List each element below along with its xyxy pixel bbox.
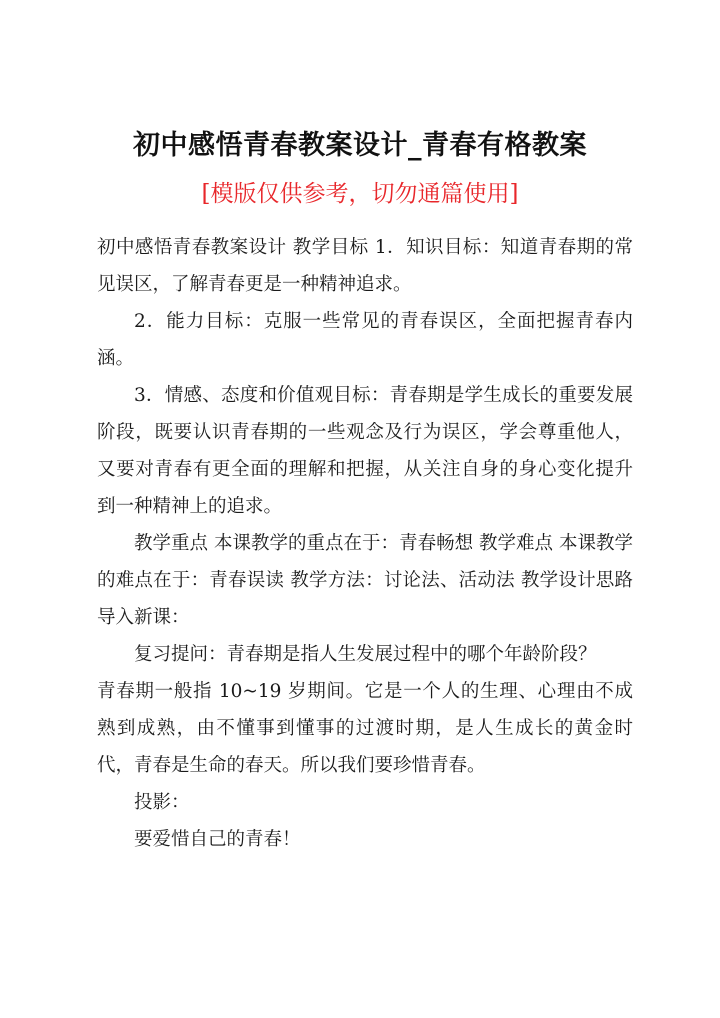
paragraph-objectives-knowledge: 初中感悟青春教案设计 教学目标 1．知识目标：知道青春期的常见误区，了解青春更是一种精神追求。 bbox=[97, 237, 633, 295]
paragraph-key-points: 教学重点 本课教学的重点在于：青春畅想 教学难点 本课教学的难点在于：青春误读 教学方法：讨论法、活动法 教学设计思路 导入新课： bbox=[97, 533, 633, 628]
paragraph-review-answer: 青春期一般指 10~19 岁期间。它是一个人的生理、心理由不成熟到成熟，由不懂事到懂事的过渡时期，是人生成长的黄金时代，青春是生命的春天。所以我们要珍惜青春。 bbox=[97, 681, 633, 776]
paragraph-objectives-attitude: 3．情感、态度和价值观目标：青春期是学生成长的重要发展阶段，既要认识青春期的一些观念及行为误区，学会尊重他人，又要对青春有更全面的理解和把握，从关注自身的身心变化提升到一种精神上的追求。 bbox=[97, 385, 633, 517]
paragraph-review-question: 复习提问：青春期是指人生发展过程中的哪个年龄阶段？ bbox=[134, 644, 597, 665]
document-title: 初中感悟青春教案设计_青春有格教案 bbox=[133, 130, 587, 161]
template-notice: [模版仅供参考，切勿通篇使用] bbox=[201, 181, 519, 207]
document-body bbox=[97, 229, 633, 858]
paragraph-objectives-ability: 2．能力目标：克服一些常见的青春误区，全面把握青春内涵。 bbox=[97, 311, 633, 369]
paragraph-cherish-youth: 要爱惜自己的青春！ bbox=[134, 829, 301, 850]
paragraph-projection: 投影： bbox=[134, 792, 190, 813]
